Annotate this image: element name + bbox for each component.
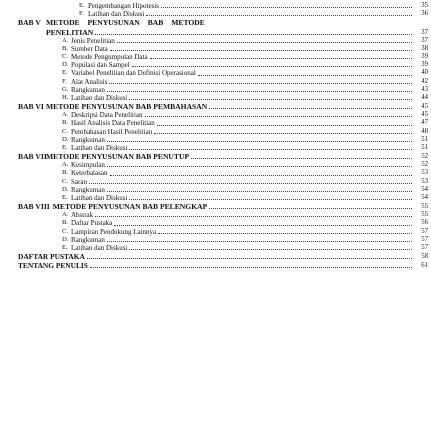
entry-page: 45 (421, 111, 428, 119)
toc-entry (62, 119, 428, 127)
toc-entry (62, 186, 428, 194)
entry-title: Abstrak (71, 211, 94, 220)
entry-page: 57 (421, 227, 428, 235)
entry-letter: F. (79, 10, 84, 18)
entry-page: 55 (421, 211, 428, 219)
back-matter-page: 61 (421, 262, 428, 270)
toc-entry (62, 78, 428, 86)
entry-letter: C. (62, 53, 69, 61)
back-matter-title: DAFTAR PUSTAKA (18, 251, 85, 261)
chapter-page: 45 (421, 103, 428, 110)
toc-entry (62, 211, 428, 219)
dot-leader (109, 83, 412, 84)
entry-page: 56 (421, 219, 428, 227)
entry-page: 52 (421, 161, 428, 169)
entry-page: 42 (421, 77, 428, 85)
dot-leader (107, 166, 412, 167)
entry-letter: E. (62, 243, 68, 251)
entry-title: Rangkuman (71, 135, 105, 144)
entry-page: 37 (421, 36, 428, 44)
dot-leader (89, 183, 412, 184)
chapter-heading (18, 202, 428, 211)
entry-page: 53 (421, 177, 428, 185)
entry-letter: B. (62, 119, 69, 127)
chapter-heading (18, 18, 428, 27)
entry-title: Saran (71, 177, 87, 186)
chapter-title: METODE PENYUSUNAN BAB PEMBAHASAN (46, 102, 208, 111)
dot-leader (209, 108, 412, 109)
entry-title: Rangkuman (71, 85, 105, 94)
dot-leader (191, 158, 412, 159)
entry-letter: F. (62, 77, 67, 85)
entry-title: Lampiran Pendukung Lainnya (71, 227, 157, 236)
dot-leader (107, 91, 412, 92)
entry-page: 51 (421, 143, 428, 151)
back-matter-page: 58 (421, 252, 428, 260)
entry-letter: D. (62, 185, 69, 193)
toc-entry (62, 144, 428, 152)
entry-title: Rangkuman (71, 235, 105, 244)
toc-entry (62, 161, 428, 169)
toc-entry (62, 111, 428, 119)
chapter-page: 55 (421, 203, 428, 210)
chapter-label: BAB VII (18, 152, 47, 161)
dot-leader (157, 125, 412, 126)
entry-title: Kesimpulan (71, 161, 105, 170)
toc-entry (62, 178, 428, 186)
entry-page: 43 (421, 85, 428, 93)
entry-page: 38 (421, 45, 428, 52)
entry-page: 40 (421, 69, 428, 77)
dot-leader (87, 258, 412, 259)
entry-letter: E. (62, 143, 68, 151)
toc-entry (62, 169, 428, 177)
entry-letter: D. (62, 235, 69, 243)
entry-page: 57 (421, 243, 428, 251)
dot-leader (129, 149, 412, 150)
dot-leader (95, 34, 412, 35)
chapter-heading (18, 152, 428, 161)
dot-leader (158, 233, 412, 234)
entry-page: 54 (421, 193, 428, 201)
toc-entry (62, 244, 428, 252)
entry-title: Variabel Penelitian dan Definisi Operasional (71, 69, 196, 78)
entry-title: Latihan dan Diskusi (71, 193, 128, 202)
chapter-heading (18, 102, 428, 111)
entry-title: Latihan dan Diskusi (71, 143, 128, 152)
entry-title: Deskripsi Data Penelitian (71, 111, 143, 120)
entry-title: Latihan dan Diskusi (71, 93, 128, 102)
toc-entry (62, 53, 428, 61)
entry-page: 48 (421, 127, 428, 135)
entry-letter: H. (62, 93, 69, 101)
dot-leader (114, 225, 412, 226)
entry-page: 39 (421, 53, 428, 61)
dot-leader (107, 191, 412, 192)
chapter-label: BAB VI (18, 102, 44, 111)
dot-leader (161, 7, 412, 8)
entry-title: Daftar Pustaka (71, 219, 113, 228)
entry-letter: E. (79, 1, 85, 9)
entry-letter: A. (62, 161, 69, 169)
entry-page: 36 (421, 10, 428, 18)
dot-leader (90, 267, 412, 268)
entry-title: Latihan dan Diskusi (88, 10, 145, 19)
entry-letter: E. (62, 69, 68, 77)
toc-entry (62, 69, 428, 77)
toc-entry (62, 128, 428, 136)
toc-entry (62, 45, 428, 53)
entry-title: Alat Analisis (71, 77, 108, 86)
dot-leader (209, 208, 412, 209)
table-of-contents (18, 2, 428, 270)
toc-entry (62, 236, 428, 244)
chapter-page: 37 (421, 28, 428, 36)
dot-leader (198, 75, 412, 76)
entry-page: 54 (421, 185, 428, 193)
chapter-page: 52 (421, 153, 428, 160)
dot-leader (117, 42, 412, 43)
toc-entry (62, 228, 428, 236)
entry-title: Keterbatasan (71, 169, 108, 178)
toc-entry (79, 10, 428, 18)
chapter-label: BAB VIII (18, 202, 50, 211)
entry-letter: C. (62, 177, 69, 185)
back-matter-title: TENTANG PENULIS (18, 261, 88, 271)
toc-entry (62, 94, 428, 102)
entry-title: Sumber Data (71, 45, 108, 53)
dot-leader (129, 249, 412, 250)
entry-letter: C. (62, 227, 69, 235)
chapter-label: BAB V (18, 18, 41, 28)
entry-page: 47 (421, 119, 428, 127)
dot-leader (154, 133, 412, 134)
entry-letter: A. (62, 111, 69, 119)
entry-letter: B. (62, 219, 69, 227)
entry-letter: B. (62, 169, 69, 177)
dot-leader (107, 141, 412, 142)
dot-leader (132, 66, 412, 67)
back-matter-entry (18, 252, 428, 261)
toc-entry (79, 2, 428, 10)
dot-leader (145, 116, 412, 117)
entry-page: 57 (421, 235, 428, 243)
dot-leader (129, 199, 412, 200)
entry-page: 44 (421, 93, 428, 101)
entry-letter: A. (62, 36, 69, 44)
toc-entry (62, 136, 428, 144)
chapter-title: METODE PENYUSUNAN BAB PENUTUP (46, 152, 190, 161)
entry-title: Metode Pengumpulan Data (71, 53, 148, 62)
dot-leader (129, 99, 412, 100)
entry-letter: B. (62, 45, 69, 52)
entry-title: Populasi dan Sampel (71, 61, 130, 70)
dot-leader (95, 216, 412, 217)
toc-entry (62, 194, 428, 202)
chapter-title-cont: PENELITIAN (46, 27, 94, 37)
entry-page: 53 (421, 169, 428, 177)
toc-entry (62, 219, 428, 227)
entry-letter: C. (62, 127, 69, 135)
entry-letter: D. (62, 135, 69, 143)
entry-title: Pembahasan Hasil Penelitian (71, 127, 153, 136)
toc-entry (62, 61, 428, 69)
dot-leader (146, 15, 412, 16)
entry-title: Pengembangan Hipotesis (88, 1, 159, 10)
entry-letter: G. (62, 85, 69, 93)
entry-page: 39 (421, 61, 428, 69)
entry-title: Hasil Analisis Data Penelitian (71, 119, 155, 128)
entry-title: Jenis Penelitian (71, 36, 115, 45)
entry-page: 51 (421, 135, 428, 143)
entry-letter: D. (62, 61, 69, 69)
dot-leader (110, 175, 412, 176)
toc-entry (62, 86, 428, 94)
toc-entry (62, 37, 428, 45)
entry-letter: A. (62, 211, 69, 219)
chapter-heading-cont (46, 28, 428, 37)
back-matter-entry (18, 261, 428, 270)
entry-title: Latihan dan Diskusi (71, 243, 128, 252)
chapter-title: METODE PENYUSUNAN BAB PELENGKAP (52, 202, 208, 211)
entry-title: Rangkuman (71, 185, 105, 194)
dot-leader (110, 50, 412, 51)
dot-leader (150, 58, 412, 59)
chapter-title: METODE PENYUSUNAN BAB METODE (46, 18, 205, 28)
entry-page: 35 (421, 1, 428, 9)
dot-leader (107, 241, 412, 242)
entry-letter: E. (62, 193, 68, 201)
